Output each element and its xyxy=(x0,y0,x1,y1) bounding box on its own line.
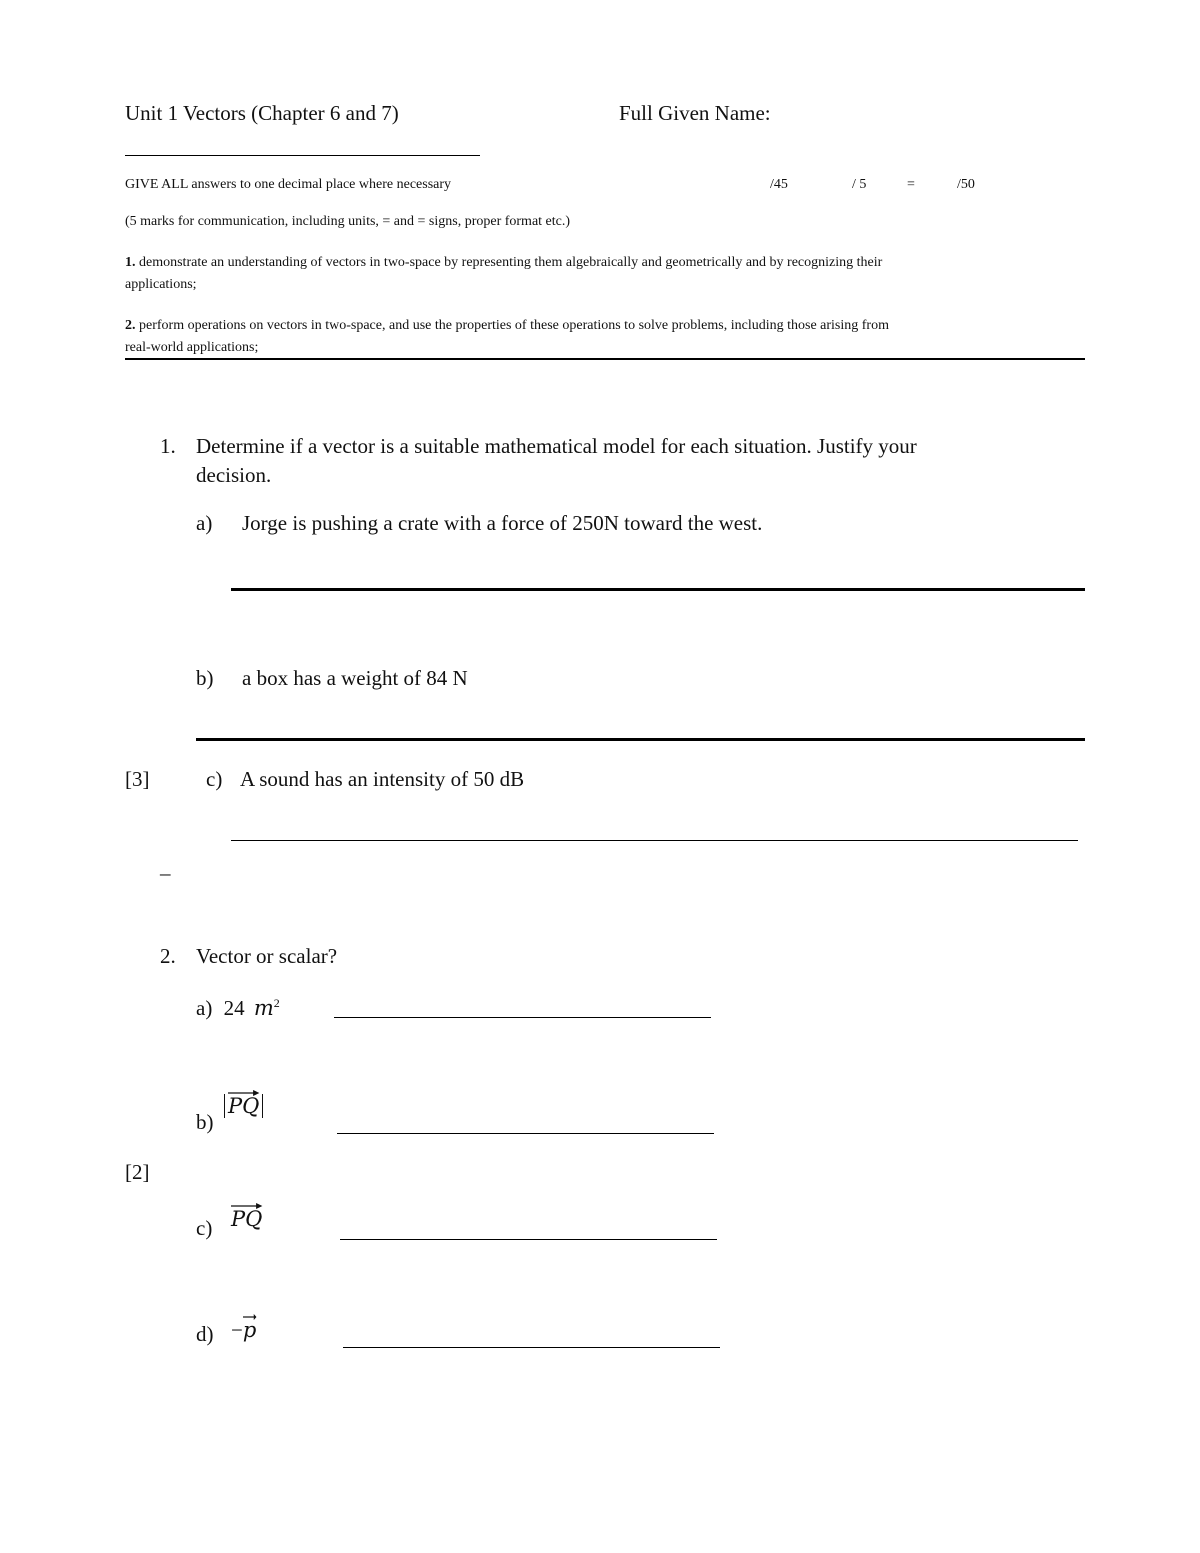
name-answer-line[interactable] xyxy=(125,155,480,156)
header-divider xyxy=(125,358,1085,360)
q2b-answer-line[interactable] xyxy=(337,1133,714,1134)
instructions: GIVE ALL answers to one decimal place where necessary xyxy=(125,177,452,192)
stray-underscore: _ xyxy=(160,854,171,878)
q2a-answer-line[interactable] xyxy=(334,1017,711,1018)
score-communication: / 5 xyxy=(852,177,867,192)
expectation-1-number: 1. xyxy=(125,255,136,270)
q1c-label: c) xyxy=(206,767,223,791)
expectation-1-line2: applications; xyxy=(125,277,197,292)
q1-prompt-line1: Determine if a vector is a suitable mathematical model for each situation. Justify your xyxy=(196,434,917,458)
q1-number: 1. xyxy=(160,434,176,458)
q1b-text: a box has a weight of 84 N xyxy=(242,666,468,690)
q2-number: 2. xyxy=(160,944,176,968)
vector-pq xyxy=(228,1094,259,1118)
q2-prompt: Vector or scalar? xyxy=(196,944,338,968)
q2d-answer-line[interactable] xyxy=(343,1347,720,1348)
vector-p xyxy=(243,1318,256,1342)
q2d-expr-text: p xyxy=(242,1318,257,1342)
q1b-answer-line[interactable] xyxy=(196,738,1085,741)
q1a-text: Jorge is pushing a crate with a force of 250N toward the west. xyxy=(242,511,763,535)
q2c-label: c) xyxy=(196,1216,213,1240)
expectation-1-line1: demonstrate an understanding of vectors in two-space by representing them algebraically and geometrically and by recognizing their xyxy=(139,255,883,270)
expectation-2-number: 2. xyxy=(125,318,136,333)
magnitude-bars xyxy=(224,1094,263,1118)
communication-note: (5 marks for communication, including units, = and = signs, proper format etc.) xyxy=(125,214,571,229)
expectation-2 xyxy=(125,318,889,334)
q2b-label: b) xyxy=(196,1110,214,1134)
q2a-value: 24 xyxy=(223,996,245,1020)
q2b-expr-text: PQ xyxy=(228,1094,260,1118)
q2c-expr-text: PQ xyxy=(231,1207,263,1231)
q1b-label: b) xyxy=(196,666,214,690)
expectation-2-line2: real-world applications; xyxy=(125,340,259,355)
q2d-expr xyxy=(231,1318,256,1343)
q1a-label: a) xyxy=(196,511,213,535)
vector-arrow-icon xyxy=(243,1314,256,1320)
expectation-2-line1: perform operations on vectors in two-space, and use the properties of these operations to solve problems, including those arising from xyxy=(139,318,889,333)
q2d-label: d) xyxy=(196,1322,214,1346)
q2a-label: a) xyxy=(196,996,213,1020)
vector-pq xyxy=(231,1207,262,1231)
full-name-label: Full Given Name: xyxy=(619,101,771,125)
q1-marks: [3] xyxy=(125,767,150,791)
q1a-answer-line[interactable] xyxy=(231,588,1085,591)
vector-arrow-icon xyxy=(231,1203,262,1209)
q1c-text: A sound has an intensity of 50 dB xyxy=(240,767,525,791)
score-total: /50 xyxy=(957,177,975,192)
q2b-expr xyxy=(224,1094,263,1119)
q2a xyxy=(196,996,280,1021)
q1c-answer-line[interactable] xyxy=(231,840,1078,841)
score-equals: = xyxy=(907,177,915,192)
q2a-exponent: 2 xyxy=(273,996,280,1010)
q1-prompt-line2: decision. xyxy=(196,463,272,487)
score-knowledge: /45 xyxy=(770,177,788,192)
q2c-answer-line[interactable] xyxy=(340,1239,717,1240)
q2a-unit: m xyxy=(253,996,274,1020)
vector-arrow-icon xyxy=(228,1090,259,1096)
worksheet-title: Unit 1 Vectors (Chapter 6 and 7) xyxy=(125,101,399,125)
q2-marks: [2] xyxy=(125,1160,150,1184)
q2c-expr xyxy=(231,1207,262,1232)
expectation-1 xyxy=(125,255,882,271)
q2d-sign: − xyxy=(231,1318,243,1342)
